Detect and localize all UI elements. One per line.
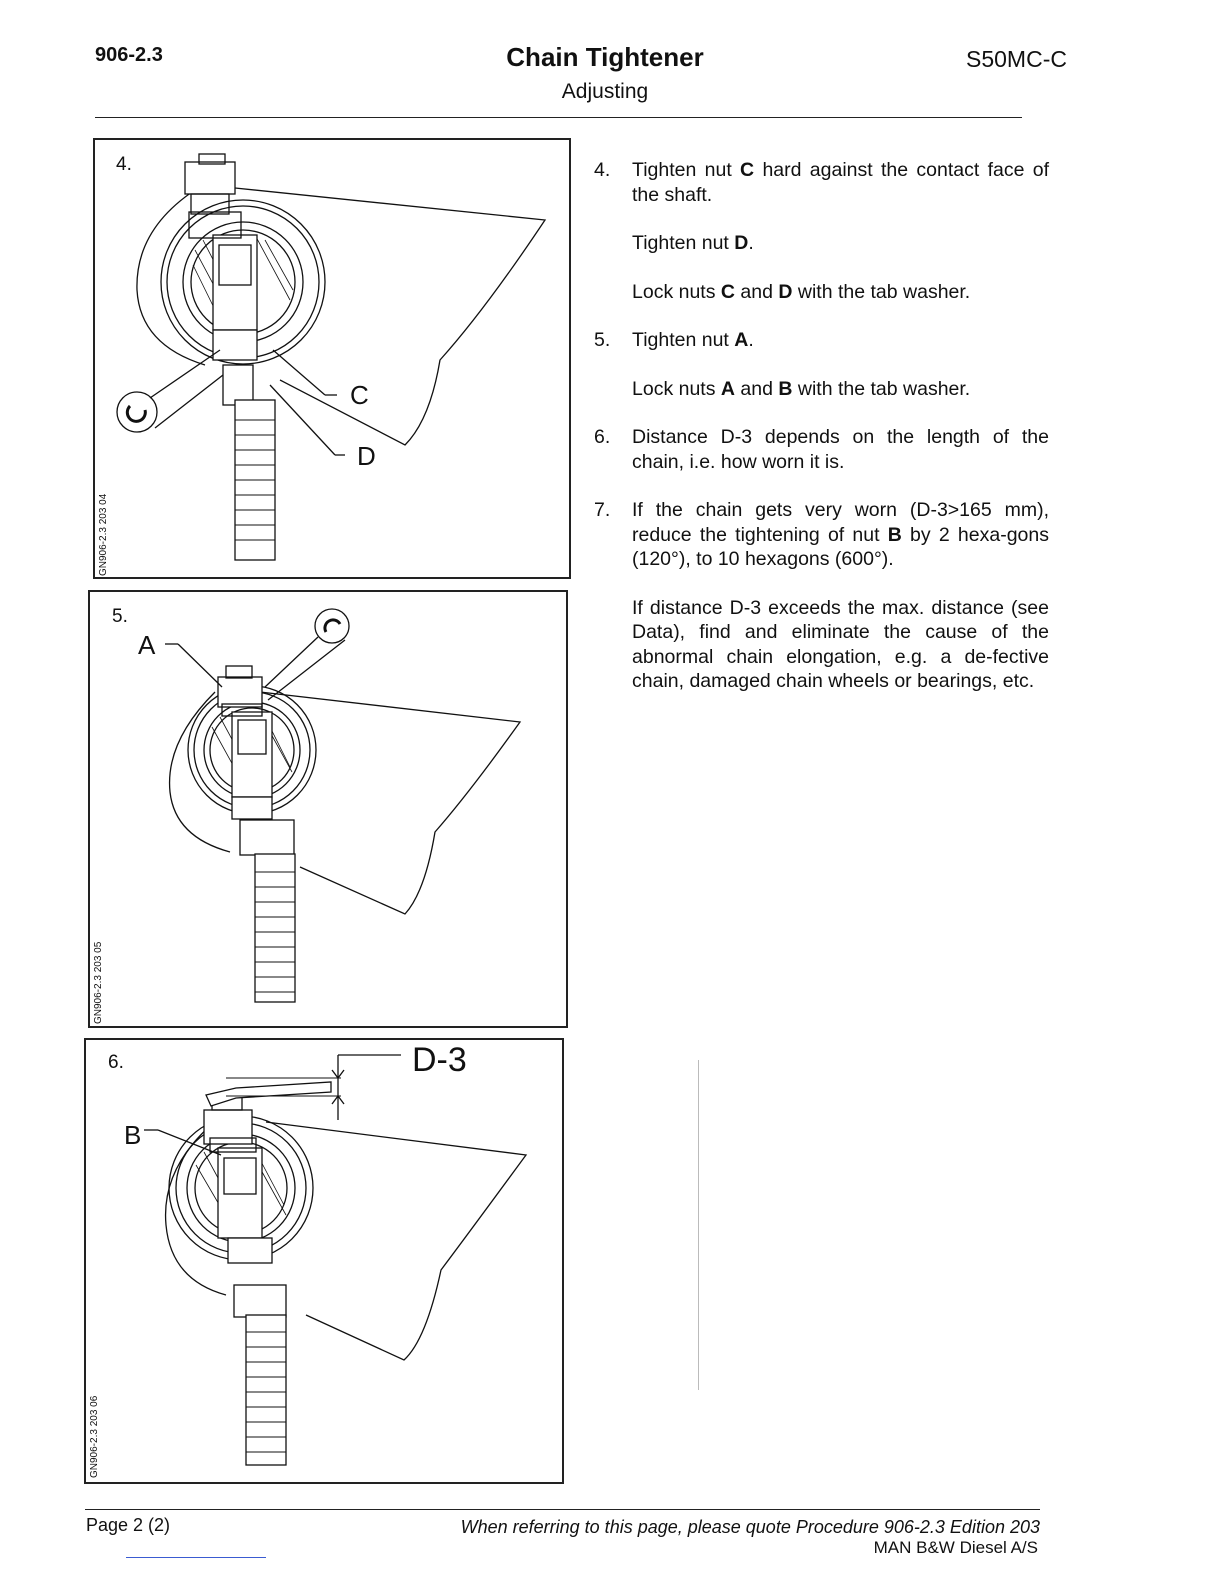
step-paragraph	[632, 425, 1049, 474]
step-paragraph	[632, 231, 1049, 256]
step-paragraph	[632, 328, 1049, 353]
procedure-steps	[594, 158, 1049, 718]
page-subtitle: Adjusting	[561, 80, 649, 103]
step-number: 6.	[594, 426, 611, 448]
engine-type: S50MC-C	[966, 46, 1067, 72]
nut-label: C	[720, 280, 735, 303]
page-number: Page 2 (2)	[86, 1515, 171, 1535]
step-paragraph	[632, 377, 1049, 402]
scan-artifact-line	[698, 1060, 699, 1390]
figure-4-drawing	[95, 140, 569, 577]
figure-4-label-d: D	[357, 441, 376, 471]
step-item	[594, 328, 1049, 401]
figure-6-number: 6.	[108, 1052, 124, 1073]
step-text: Tighten nut	[632, 232, 735, 254]
figure-5-label-a: A	[138, 630, 156, 660]
step-body	[632, 425, 1049, 474]
figure-4	[93, 138, 571, 579]
nut-label: D	[734, 232, 749, 254]
figure-5-code: GN906-2.3 203 05	[93, 941, 104, 1024]
step-item	[594, 425, 1049, 474]
page-title: Chain Tightener	[506, 42, 704, 72]
nut-label: D	[778, 280, 793, 303]
step-text: and	[734, 377, 779, 400]
figure-4-number: 4.	[116, 154, 132, 175]
nut-label: A	[734, 329, 749, 351]
step-body	[632, 498, 1049, 694]
step-text: and	[734, 280, 779, 303]
step-paragraph	[632, 158, 1049, 207]
figure-6-drawing	[86, 1040, 562, 1482]
figure-6	[84, 1038, 564, 1484]
figure-5-number: 5.	[112, 606, 128, 627]
step-text: .	[748, 232, 754, 254]
step-text: Distance D-3 depends on the length of the chain, i.e. how worn it is.	[632, 426, 1049, 473]
figure-6-label-b: B	[124, 1120, 142, 1150]
figure-6-label-d3: D-3	[412, 1041, 467, 1079]
step-number: 4.	[594, 159, 611, 181]
step-text: .	[748, 329, 754, 351]
figure-6-code: GN906-2.3 203 06	[89, 1395, 100, 1478]
step-paragraph	[632, 498, 1049, 572]
step-item	[594, 158, 1049, 304]
step-text: If the chain gets very worn (D-3>165 mm), reduce the tightening of nut	[632, 499, 1049, 546]
step-body	[632, 328, 1049, 401]
nut-label: C	[740, 159, 755, 181]
step-item	[594, 498, 1049, 694]
step-number: 7.	[594, 499, 611, 521]
step-body	[632, 158, 1049, 304]
step-text: by 2 hexa-gons (120°), to 10 hexagons (600°).	[632, 523, 1049, 570]
step-text: Tighten nut	[632, 329, 735, 351]
step-paragraph	[632, 280, 1049, 305]
nut-label: A	[720, 377, 735, 400]
step-number: 5.	[594, 329, 611, 351]
company-name: MAN B&W Diesel A/S	[873, 1538, 1038, 1557]
reference-note: When referring to this page, please quote Procedure 906-2.3 Edition 203	[460, 1517, 1040, 1537]
header-rule	[95, 117, 1022, 118]
nut-label: B	[778, 377, 793, 400]
figure-5	[88, 590, 568, 1028]
footer-mark	[126, 1557, 266, 1558]
figure-4-label-c: C	[350, 380, 369, 410]
step-text: Lock nuts	[632, 280, 721, 303]
step-text: with the tab washer.	[792, 280, 971, 303]
step-paragraph	[632, 596, 1049, 694]
nut-label: B	[887, 523, 902, 546]
figure-4-code: GN906-2.3 203 04	[98, 493, 109, 576]
step-text: If distance D-3 exceeds the max. distance (see Data), find and eliminate the cause of the abnormal chain elongation, e.g. a de-fective chain, damaged chain wheels or bearings, etc.	[632, 596, 1049, 692]
step-text: Lock nuts	[632, 377, 721, 400]
step-text: with the tab washer.	[792, 377, 971, 400]
doc-number: 906-2.3	[95, 44, 163, 66]
step-text: hard against the contact face of the shaft.	[632, 159, 1049, 206]
step-text: Tighten nut	[632, 159, 741, 181]
footer-rule	[85, 1509, 1040, 1510]
figure-5-drawing	[90, 592, 566, 1026]
